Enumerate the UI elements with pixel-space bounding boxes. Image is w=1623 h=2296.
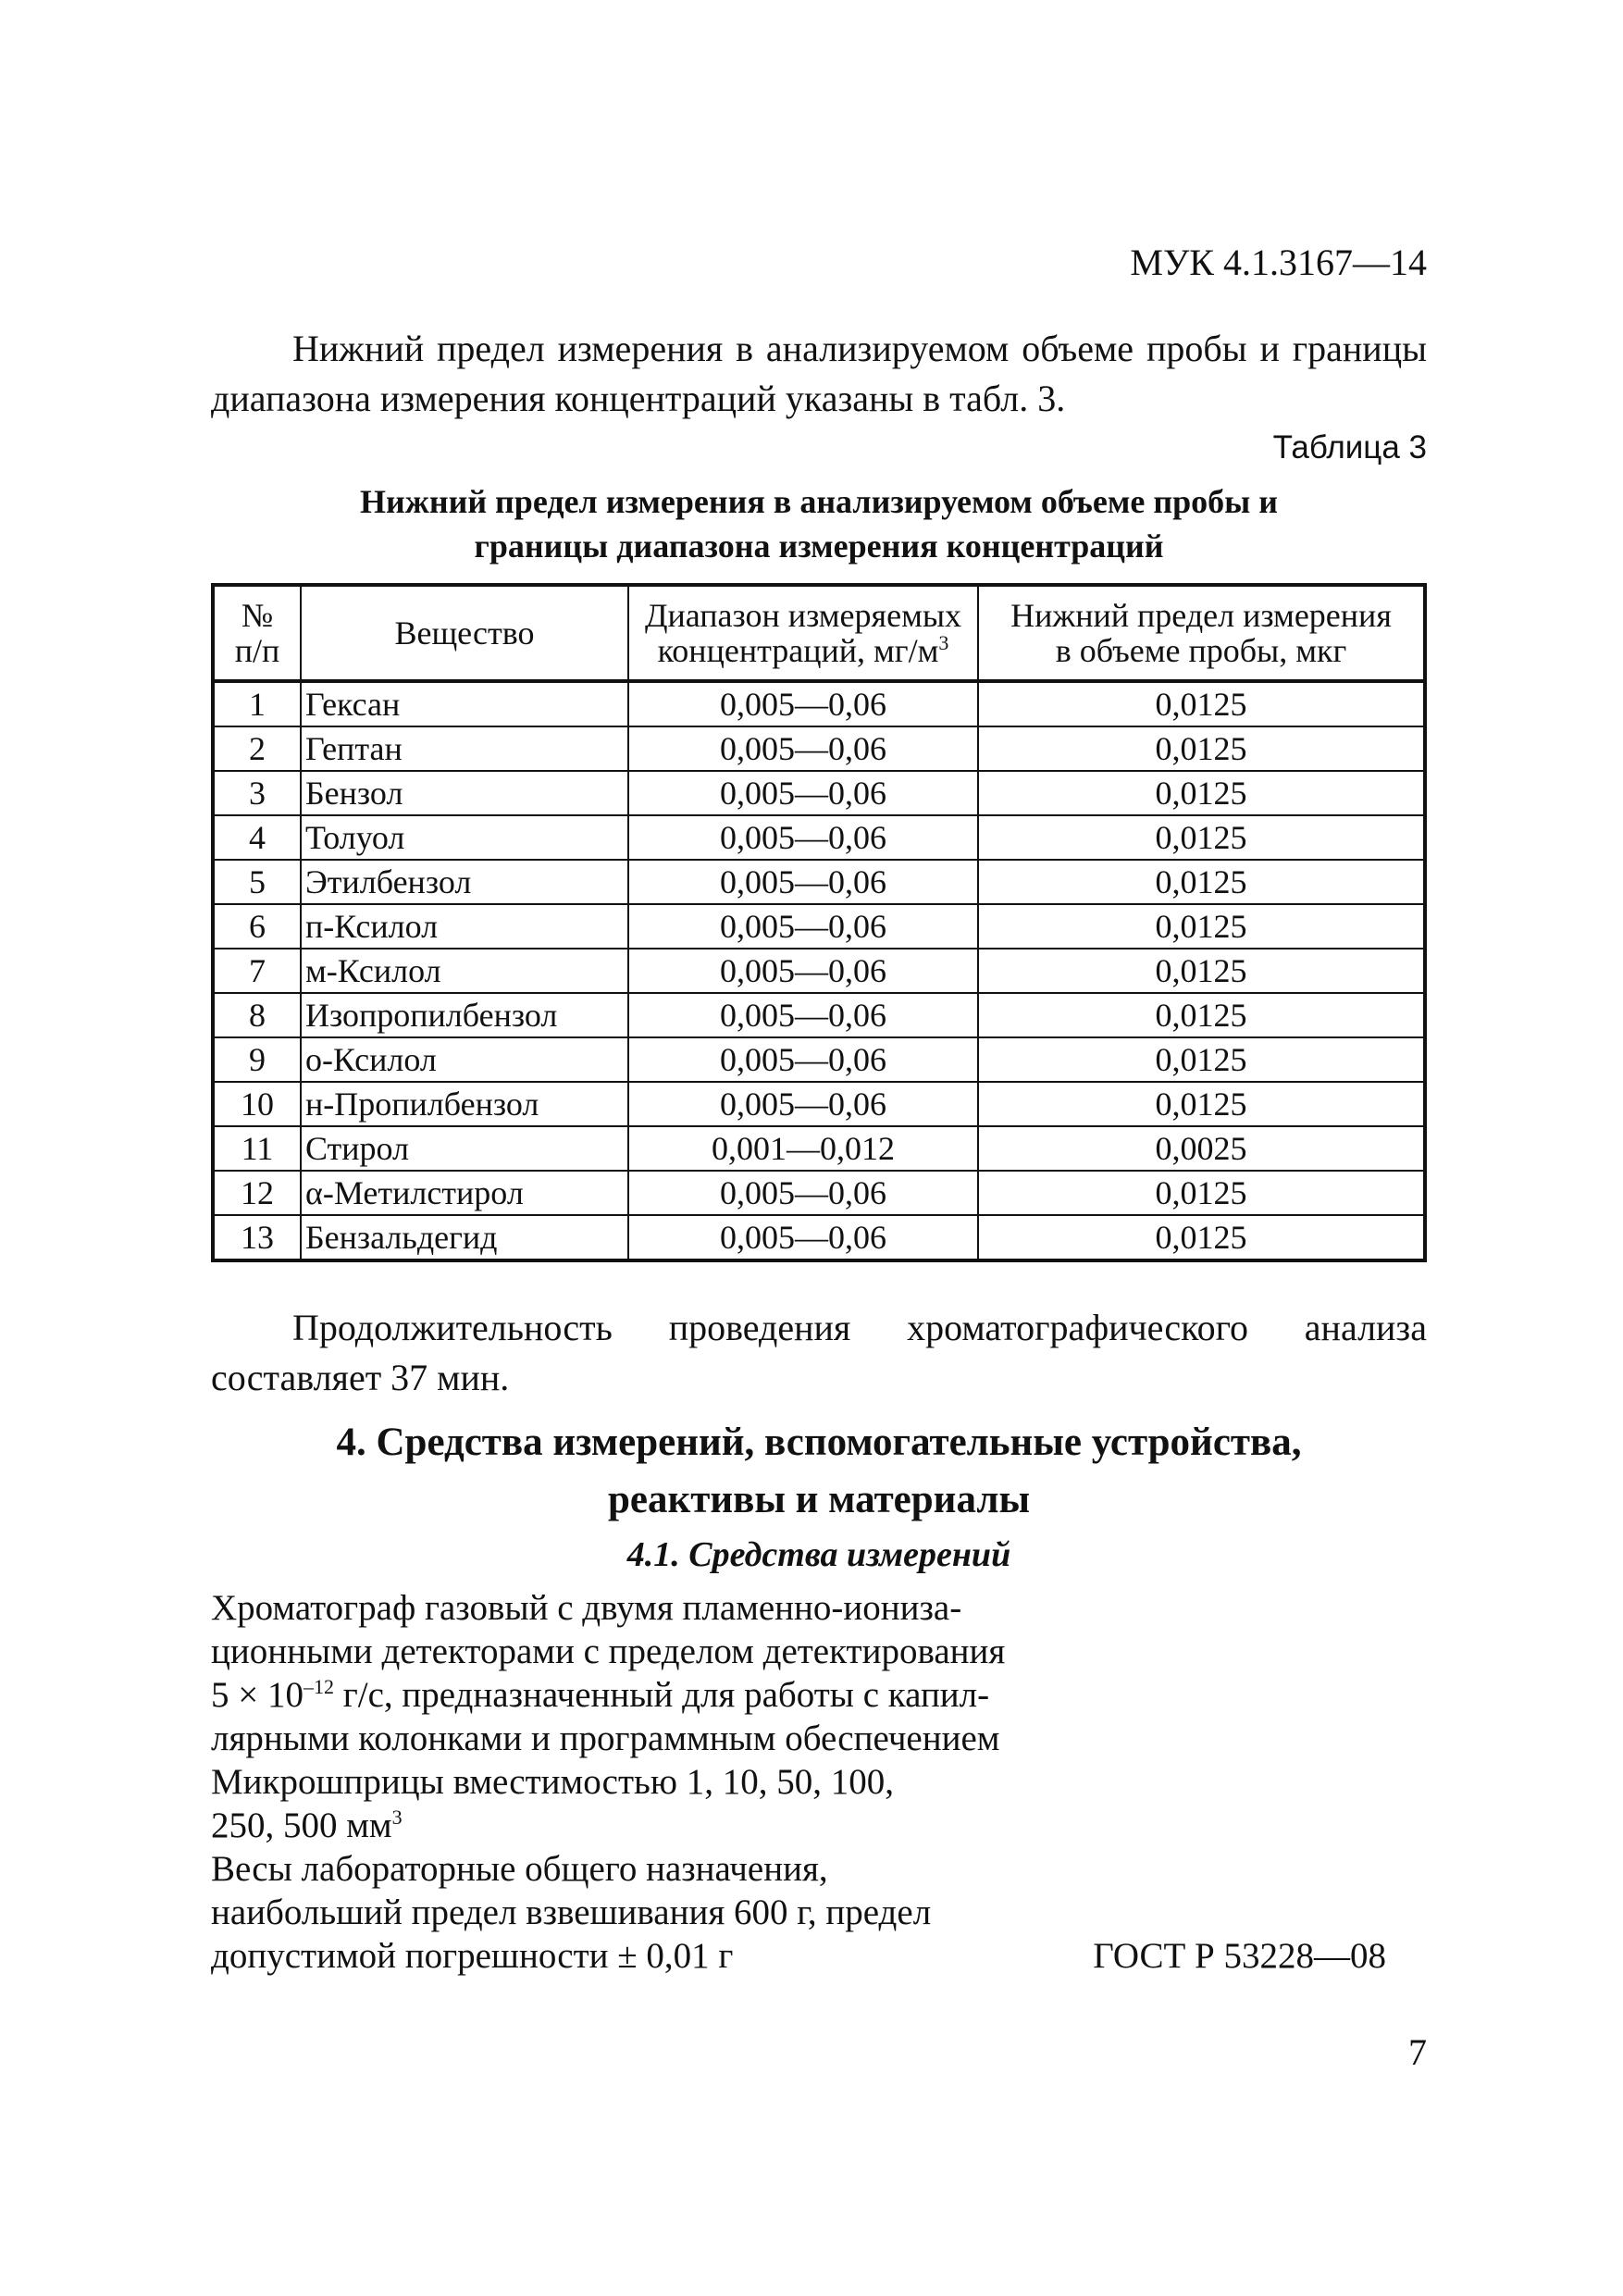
cell-num: 1 [213, 681, 301, 726]
cell-num: 6 [213, 904, 301, 949]
cell-range: 0,005—0,06 [628, 949, 978, 993]
table-row [213, 904, 1425, 949]
header-num-line2: п/п [234, 632, 280, 669]
equipment-line: $5 \times 10^{-12}$ г/с, предназначенный для работы с капил- [211, 1675, 990, 1715]
cell-substance: Этилбензол [301, 860, 628, 904]
equipment-line: лярными колонками и программным обеспечением [211, 1719, 1000, 1758]
cell-limit: 0,0125 [978, 815, 1425, 860]
cell-limit: 0,0125 [978, 726, 1425, 771]
section-heading-line1: 4. Средства измерений, вспомогательные устройства, [336, 1421, 1302, 1464]
equipment-item-scales [211, 1847, 1386, 1978]
cell-substance: Гексан [301, 681, 628, 726]
table-row [213, 1037, 1425, 1082]
page-number: 7 [1408, 2031, 1427, 2073]
equipment-item-chromatograph [211, 1586, 1386, 1760]
cell-num: 9 [213, 1037, 301, 1082]
cell-substance: Гептан [301, 726, 628, 771]
cell-limit: 0,0125 [978, 993, 1425, 1037]
duration-paragraph-text: Продолжительность проведения хроматографического анализа составляет 37 мин. [211, 1307, 1427, 1398]
cell-num: 5 [213, 860, 301, 904]
cell-range: 0,005—0,06 [628, 681, 978, 726]
table-title-line1: Нижний предел измерения в анализируемом объеме пробы и [359, 483, 1279, 520]
cell-num: 11 [213, 1126, 301, 1171]
cell-substance: о-Ксилол [301, 1037, 628, 1082]
intro-paragraph [211, 324, 1427, 424]
cell-num: 2 [213, 726, 301, 771]
table-title-line2: границы диапазона измерения концентраций [474, 527, 1164, 565]
table-row [213, 1126, 1425, 1171]
header-limit-line2: в объеме пробы, мкг [1055, 632, 1347, 669]
table-row [213, 993, 1425, 1037]
cell-range: 0,005—0,06 [628, 993, 978, 1037]
equipment-item-microsyringes [211, 1760, 1386, 1847]
header-num-line1: № [241, 597, 274, 634]
table-row [213, 771, 1425, 815]
header-substance: Вещество [301, 585, 628, 681]
equipment-line: наибольший предел взвешивания 600 г, предел [211, 1893, 932, 1932]
table-row [213, 815, 1425, 860]
subsection-heading: 4.1. Средства измерений [626, 1535, 1011, 1574]
header-limit-line1: Нижний предел измерения [1010, 597, 1392, 634]
equipment-line: Хроматограф газовый с двумя пламенно-иониза- [211, 1588, 962, 1628]
duration-paragraph [211, 1303, 1427, 1403]
cell-range: 0,005—0,06 [628, 904, 978, 949]
cell-range: 0,005—0,06 [628, 726, 978, 771]
cell-limit: 0,0125 [978, 1082, 1425, 1126]
cell-limit: 0,0125 [978, 681, 1425, 726]
concentration-table [211, 583, 1427, 1262]
cell-num: 7 [213, 949, 301, 993]
document-code: МУК 4.1.3167—14 [1130, 242, 1427, 283]
header-limit [978, 585, 1425, 681]
cell-substance: н-Пропилбензол [301, 1082, 628, 1126]
cell-range: 0,005—0,06 [628, 860, 978, 904]
cell-substance: Толуол [301, 815, 628, 860]
header-num [213, 585, 301, 681]
section-heading-line2: реактивы и материалы [607, 1478, 1031, 1521]
cell-substance: м-Ксилол [301, 949, 628, 993]
cell-limit: 0,0025 [978, 1126, 1425, 1171]
table-row [213, 860, 1425, 904]
cell-range: 0,005—0,06 [628, 1082, 978, 1126]
table-row [213, 1082, 1425, 1126]
cell-limit: 0,0125 [978, 860, 1425, 904]
intro-paragraph-text: Нижний предел измерения в анализируемом объеме пробы и границы диапазона измерения концентраций указаны в табл. 3. [211, 328, 1427, 419]
equipment-line: ционными детекторами с пределом детектирования [211, 1632, 1006, 1671]
table-row [213, 1171, 1425, 1215]
table-row [213, 681, 1425, 726]
cell-limit: 0,0125 [978, 1037, 1425, 1082]
cell-num: 8 [213, 993, 301, 1037]
cell-limit: 0,0125 [978, 771, 1425, 815]
table-header-row [213, 585, 1425, 681]
equipment-list [211, 1586, 1386, 1978]
cell-limit: 0,0125 [978, 1215, 1425, 1260]
equipment-line: Весы лабораторные общего назначения, [211, 1849, 828, 1889]
cell-range: 0,005—0,06 [628, 771, 978, 815]
equipment-line: 250, 500 $мм^3$ [211, 1806, 403, 1845]
header-range-line2: концентраций, $мг/м^3$ [657, 631, 949, 669]
cell-range: 0,005—0,06 [628, 1171, 978, 1215]
equipment-line: допустимой погрешности ± 0,01 г [211, 1936, 734, 1976]
cell-range: 0,005—0,06 [628, 1037, 978, 1082]
cell-limit: 0,0125 [978, 949, 1425, 993]
equipment-standard: ГОСТ Р 53228—08 [1093, 1936, 1386, 1976]
header-range [628, 585, 978, 681]
cell-substance: α-Метилстирол [301, 1171, 628, 1215]
table-row [213, 726, 1425, 771]
cell-num: 10 [213, 1082, 301, 1126]
table-label: Таблица 3 [1272, 429, 1427, 465]
cell-substance: п-Ксилол [301, 904, 628, 949]
cell-num: 12 [213, 1171, 301, 1215]
cell-num: 4 [213, 815, 301, 860]
cell-limit: 0,0125 [978, 904, 1425, 949]
cell-substance: Бензол [301, 771, 628, 815]
table-row [213, 949, 1425, 993]
table-title [211, 479, 1427, 568]
cell-substance: Изопропилбензол [301, 993, 628, 1037]
section-heading [211, 1414, 1427, 1529]
cell-num: 13 [213, 1215, 301, 1260]
table-row [213, 1215, 1425, 1260]
cell-range: 0,005—0,06 [628, 1215, 978, 1260]
cell-substance: Бензальдегид [301, 1215, 628, 1260]
cell-range: 0,001—0,012 [628, 1126, 978, 1171]
cell-substance: Стирол [301, 1126, 628, 1171]
header-range-line1: Диапазон измеряемых [644, 597, 962, 634]
cell-limit: 0,0125 [978, 1171, 1425, 1215]
cell-num: 3 [213, 771, 301, 815]
equipment-line: Микрошприцы вместимостью 1, 10, 50, 100, [211, 1762, 894, 1802]
cell-range: 0,005—0,06 [628, 815, 978, 860]
